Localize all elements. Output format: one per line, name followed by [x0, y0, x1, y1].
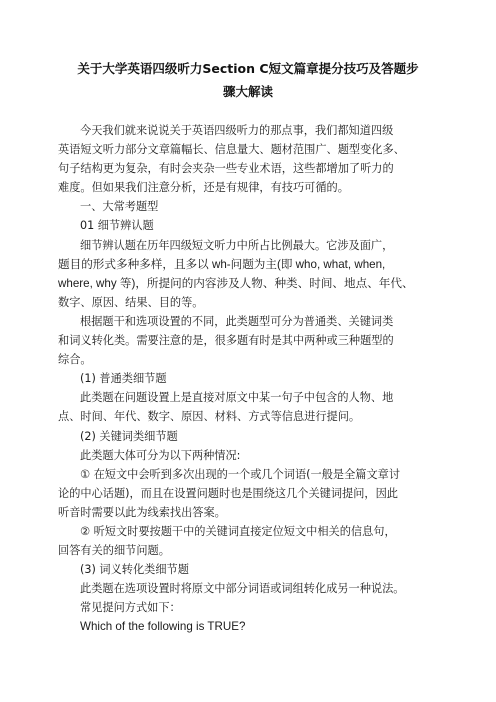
title-line-2: 骤大解读 [222, 84, 273, 99]
body-line: 数字、原因、结果、目的等。 [58, 295, 204, 309]
body-line: 今天我们就来说说关于英语四级听力的那点事，我们都知道四级 [80, 124, 394, 137]
example-question: Which of the following is TRUE? [80, 620, 246, 634]
body-line: 综合。 [58, 353, 92, 367]
document-title [60, 57, 436, 103]
subsection-heading: (1) 普通类细节题 [80, 372, 167, 386]
body-line: 难度。但如果我们注意分析，还是有规律，有技巧可循的。 [58, 181, 349, 195]
document-body [58, 121, 442, 637]
list-item: ② 听短文时要按题干中的关键词直接定位短文中相关的信息句， [80, 524, 396, 538]
body-line: 此类题大体可分为以下两种情况: [80, 448, 241, 462]
subsection-heading: (2) 关键词类细节题 [80, 429, 178, 443]
body-line: 听音时需要以此为线索找出答案。 [58, 505, 226, 519]
subsection-heading: 01 细节辨认题 [80, 219, 154, 233]
body-line: 点、时间、年代、数字、原因、材料、方式等信息进行提问。 [58, 410, 361, 424]
section-heading: 一、大常考题型 [80, 200, 159, 214]
body-line: 常见提问方式如下： [80, 601, 181, 615]
body-line: 此类题在选项设置时将原文中部分词语或词组转化成另一种说法。 [80, 582, 405, 596]
title-line-1: 关于大学英语四级听力Section C短文篇章提分技巧及答题步 [77, 61, 419, 76]
body-line: where, why 等)，所提问的内容涉及人物、种类、时间、地点、年代、 [58, 276, 414, 290]
body-line: 根据题干和选项设置的不同，此类题型可分为普通类、关键词类 [80, 314, 394, 328]
list-item: ① 在短文中会听到多次出现的一个或几个词语(一般是全篇文章讨 [80, 467, 401, 481]
body-line: 细节辨认题在历年四级短文听力中所占比例最大。它涉及面广， [80, 238, 394, 252]
body-line: 英语短文听力部分文章篇幅长、信息量大、题材范围广、题型变化多、 [58, 143, 405, 157]
body-line: 题目的形式多种多样，且多以 wh-问题为主(即 who, what, when, [58, 257, 386, 271]
body-line: 论的中心话题)，而且在设置问题时也是围绕这几个关键词提问，因此 [58, 486, 398, 500]
body-line: 和词义转化类。需要注意的是，很多题有时是其中两种或三种题型的 [58, 334, 394, 348]
subsection-heading: (3) 词义转化类细节题 [80, 563, 189, 577]
body-line: 回答有关的细节问题。 [58, 544, 170, 558]
body-line: 句子结构更为复杂，有时会夹杂一些专业术语，这些都增加了听力的 [58, 162, 394, 176]
body-line: 此类题在问题设置上是直接对原文中某一句子中包含的人物、地 [80, 391, 394, 405]
